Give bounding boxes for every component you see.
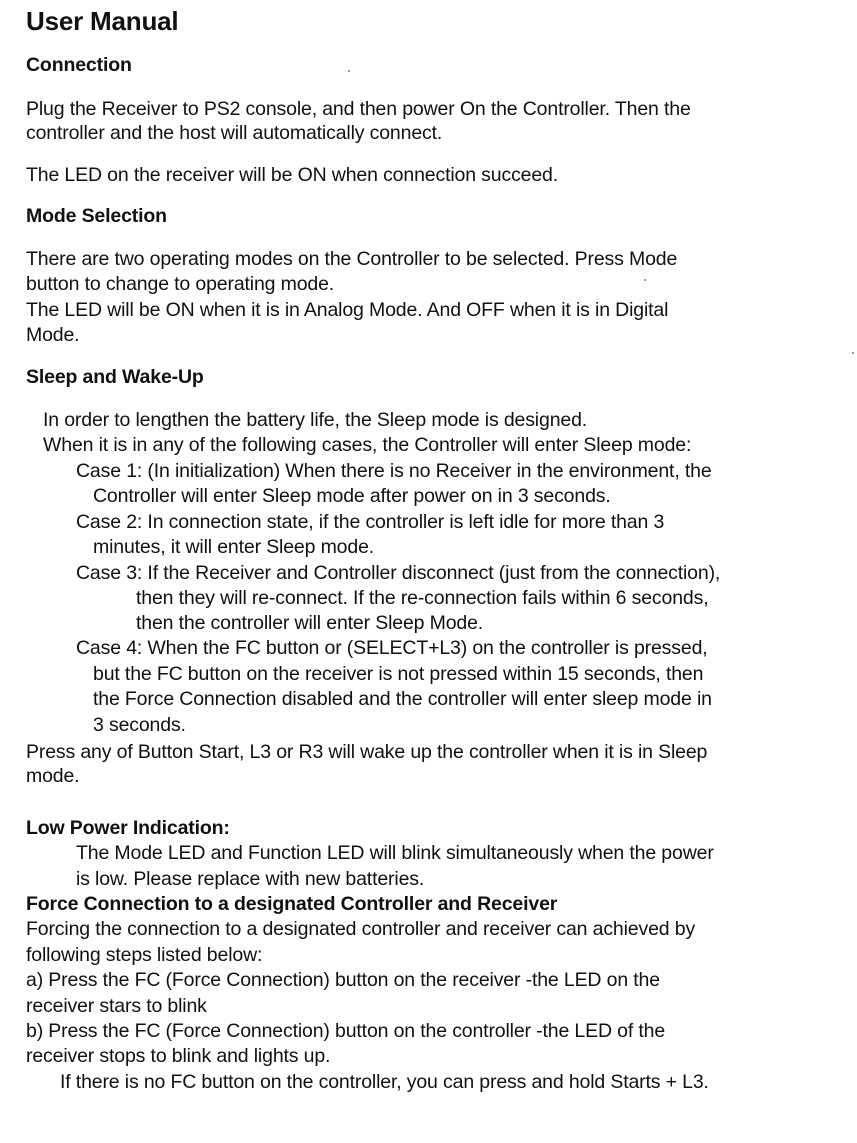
mode-selection-text-line: Mode. [26, 324, 80, 346]
connection-led-text: The LED on the receiver will be ON when connection succeed. [26, 164, 559, 186]
sleep-case-2: Case 2: In connection state, if the controller is left idle for more than 3 [76, 511, 665, 533]
scan-speck [852, 352, 854, 354]
force-connection-heading: Force Connection to a designated Controller and Receiver [26, 893, 558, 915]
force-connection-step-a: a) Press the FC (Force Connection) button on the receiver -the LED on the [26, 969, 660, 991]
sleep-case-3-cont: then they will re-connect. If the re-connection fails within 6 seconds, [136, 587, 709, 609]
low-power-heading: Low Power Indication: [26, 817, 230, 839]
connection-heading: Connection [26, 54, 132, 76]
low-power-text-line: is low. Please replace with new batteries. [76, 868, 425, 890]
sleep-case-3-cont: then the controller will enter Sleep Mode. [136, 612, 484, 634]
sleep-intro-line: When it is in any of the following cases, the Controller will enter Sleep mode: [43, 434, 692, 456]
sleep-case-2-cont: minutes, it will enter Sleep mode. [93, 536, 375, 558]
low-power-text-line: The Mode LED and Function LED will blink simultaneously when the power [76, 842, 714, 864]
force-connection-step-a-cont: receiver stars to blink [26, 995, 207, 1017]
mode-selection-text-line: There are two operating modes on the Controller to be selected. Press Mode [26, 248, 678, 270]
mode-selection-heading: Mode Selection [26, 205, 167, 227]
connection-text-line: controller and the host will automatically connect. [26, 122, 443, 144]
mode-selection-text-line: The LED will be ON when it is in Analog Mode. And OFF when it is in Digital [26, 299, 669, 321]
sleep-intro-line: In order to lengthen the battery life, the Sleep mode is designed. [43, 409, 588, 431]
sleep-case-4: Case 4: When the FC button or (SELECT+L3) on the controller is pressed, [76, 637, 708, 659]
wake-up-text-line: mode. [26, 765, 80, 787]
force-connection-step-b: b) Press the FC (Force Connection) button on the controller -the LED of the [26, 1020, 666, 1042]
connection-text-line: Plug the Receiver to PS2 console, and then power On the Cоntroller. Then the [26, 98, 691, 120]
sleep-case-3: Case 3: If the Receiver and Controller disconnect (just from the connection), [76, 562, 721, 584]
force-connection-note: If there is no FC button on the controller, you can press and hold Starts + L3. [60, 1071, 709, 1093]
sleep-case-4-cont: 3 seconds. [93, 714, 186, 736]
sleep-case-1-cont: Controller will enter Sleep mode after power on in 3 seconds. [93, 485, 611, 507]
force-connection-text-line: Forcing the connection to a designated controller and receiver can achieved by [26, 918, 696, 940]
sleep-case-1: Case 1: (In initialization) When there is no Receiver in the environment, the [76, 460, 712, 482]
wake-up-text-line: Press any of Button Start, L3 or R3 will wake up the controller when it is in Sleep [26, 741, 708, 763]
sleep-case-4-cont: the Force Connection disabled and the controller will enter sleep mode in [93, 688, 712, 710]
scan-speck [644, 279, 646, 281]
sleep-heading: Sleep and Wake-Up [26, 366, 204, 388]
force-connection-text-line: following steps listed below: [26, 944, 263, 966]
force-connection-step-b-cont: receiver stops to blink and lights up. [26, 1045, 331, 1067]
mode-selection-text-line: button to change to operating mode. [26, 273, 335, 295]
sleep-case-4-cont: but the FC button on the receiver is not pressed within 15 seconds, then [93, 663, 704, 685]
scan-speck [348, 70, 350, 72]
page-title: User Manual [26, 6, 179, 36]
